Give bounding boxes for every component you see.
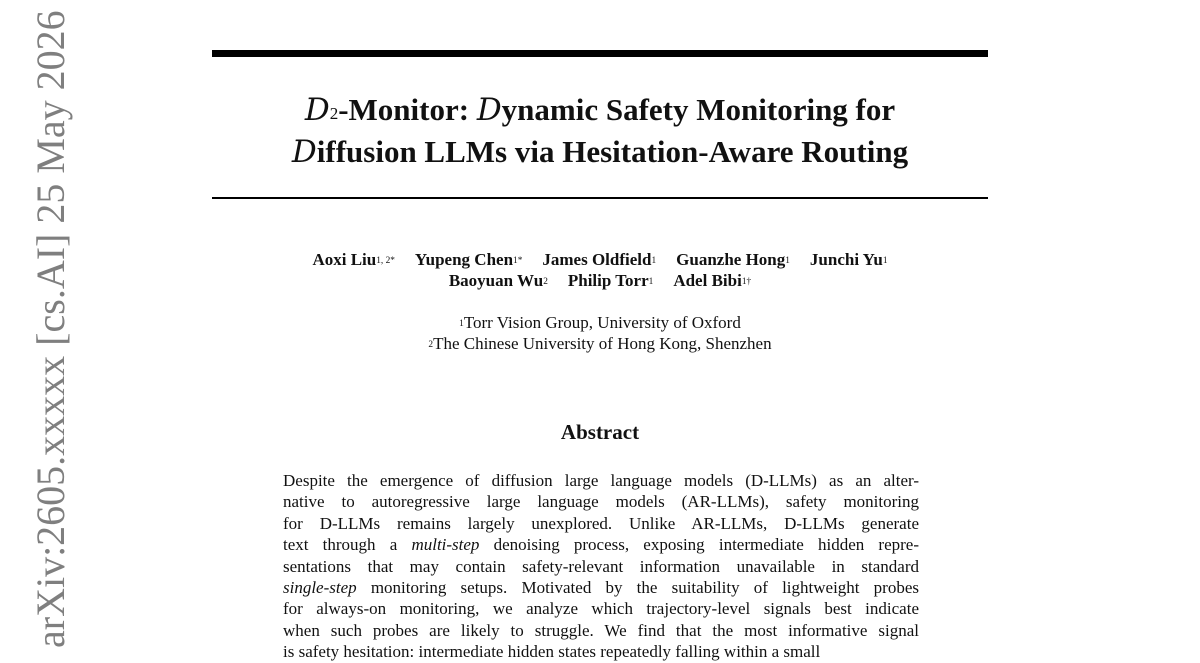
author-superscript: 1	[651, 256, 657, 267]
author-name: James Oldfield	[542, 250, 652, 269]
abstract-line	[283, 620, 919, 641]
title-d-glyph: D	[476, 92, 502, 128]
author-row	[212, 270, 988, 291]
abstract-text: for always-on monitoring, we analyze which trajectory-level signals best indicate	[283, 599, 919, 619]
affiliation-text: The Chinese University of Hong Kong, Shenzhen	[433, 334, 772, 353]
author-superscript: 1, 2*	[376, 256, 395, 267]
author-superscript: 1	[785, 256, 790, 267]
title-line-2	[212, 131, 988, 173]
affiliation	[212, 333, 988, 354]
abstract-line	[283, 556, 919, 577]
abstract-line	[283, 577, 919, 598]
author-superscript: 2	[543, 277, 548, 288]
author-name: Guanzhe Hong	[676, 250, 786, 269]
author-name: Yupeng Chen	[414, 250, 514, 269]
author-superscript: 1*	[513, 256, 523, 267]
abstract-emphasis: multi-step	[411, 535, 480, 555]
author	[415, 249, 522, 270]
author	[312, 249, 394, 270]
arxiv-side-stamp: arXiv:2605.xxxxx [cs.AI] 25 May 2026	[28, 10, 73, 648]
title-bottom-rule	[212, 197, 988, 199]
affiliations	[212, 312, 988, 354]
affiliation	[212, 312, 988, 333]
abstract-heading: Abstract	[560, 420, 640, 444]
title-text: -Monitor:	[338, 92, 477, 127]
author-name: Adel Bibi	[673, 271, 742, 290]
author	[568, 270, 653, 291]
author	[810, 249, 888, 270]
abstract-line	[283, 641, 919, 662]
author-superscript: 1	[648, 277, 654, 288]
title-superscript: 2	[329, 104, 339, 124]
title-d-glyph: D	[304, 92, 330, 128]
affiliation-text: Torr Vision Group, University of Oxford	[463, 313, 741, 332]
author	[542, 249, 656, 270]
title-d-glyph: D	[291, 134, 317, 170]
title-text: ynamic Safety Monitoring for	[501, 92, 896, 127]
author-name: Aoxi Liu	[312, 250, 377, 269]
title-text: iffusion LLMs via Hesitation-Aware Routing	[316, 134, 909, 169]
abstract-line	[283, 470, 919, 491]
affiliation-superscript: 2	[428, 340, 434, 351]
abstract-text: when such probes are likely to struggle. We find that the most informative signal	[283, 620, 919, 640]
author-superscript: 1†	[741, 277, 752, 288]
abstract-line	[283, 491, 919, 512]
abstract-body	[283, 470, 919, 663]
author-row	[212, 249, 988, 270]
author-name: Baoyuan Wu	[448, 271, 544, 290]
author-superscript: 1	[882, 256, 888, 267]
abstract-text: native to autoregressive large language models (AR-LLMs), safety monitoring	[283, 492, 919, 512]
author	[676, 249, 790, 270]
author	[673, 270, 751, 291]
abstract-text: sentations that may contain safety-relevant information unavailable in standard	[283, 556, 919, 576]
abstract-text: monitoring setups. Motivated by the suitability of lightweight probes	[356, 577, 919, 597]
abstract-line	[283, 513, 919, 534]
paper-title	[212, 89, 988, 173]
abstract-text: denoising process, exposing intermediate hidden repre-	[479, 535, 919, 555]
author-block	[212, 249, 988, 291]
abstract-text: text through a	[283, 535, 412, 555]
author-name: Philip Torr	[567, 271, 649, 290]
author-name: Junchi Yu	[809, 250, 883, 269]
abstract-line	[283, 598, 919, 619]
top-rule	[212, 50, 988, 57]
title-line-1	[212, 89, 988, 131]
abstract-emphasis: single-step	[283, 577, 357, 597]
abstract-line	[283, 534, 919, 555]
affiliation-superscript: 1	[459, 319, 464, 330]
author	[449, 270, 548, 291]
abstract-text: for D-LLMs remains largely unexplored. Unlike AR-LLMs, D-LLMs generate	[283, 513, 919, 533]
abstract-text: Despite the emergence of diffusion large language models (D-LLMs) as an alter-	[283, 471, 919, 490]
abstract-text: is safety hesitation: intermediate hidden states repeatedly falling within a small	[283, 642, 821, 662]
